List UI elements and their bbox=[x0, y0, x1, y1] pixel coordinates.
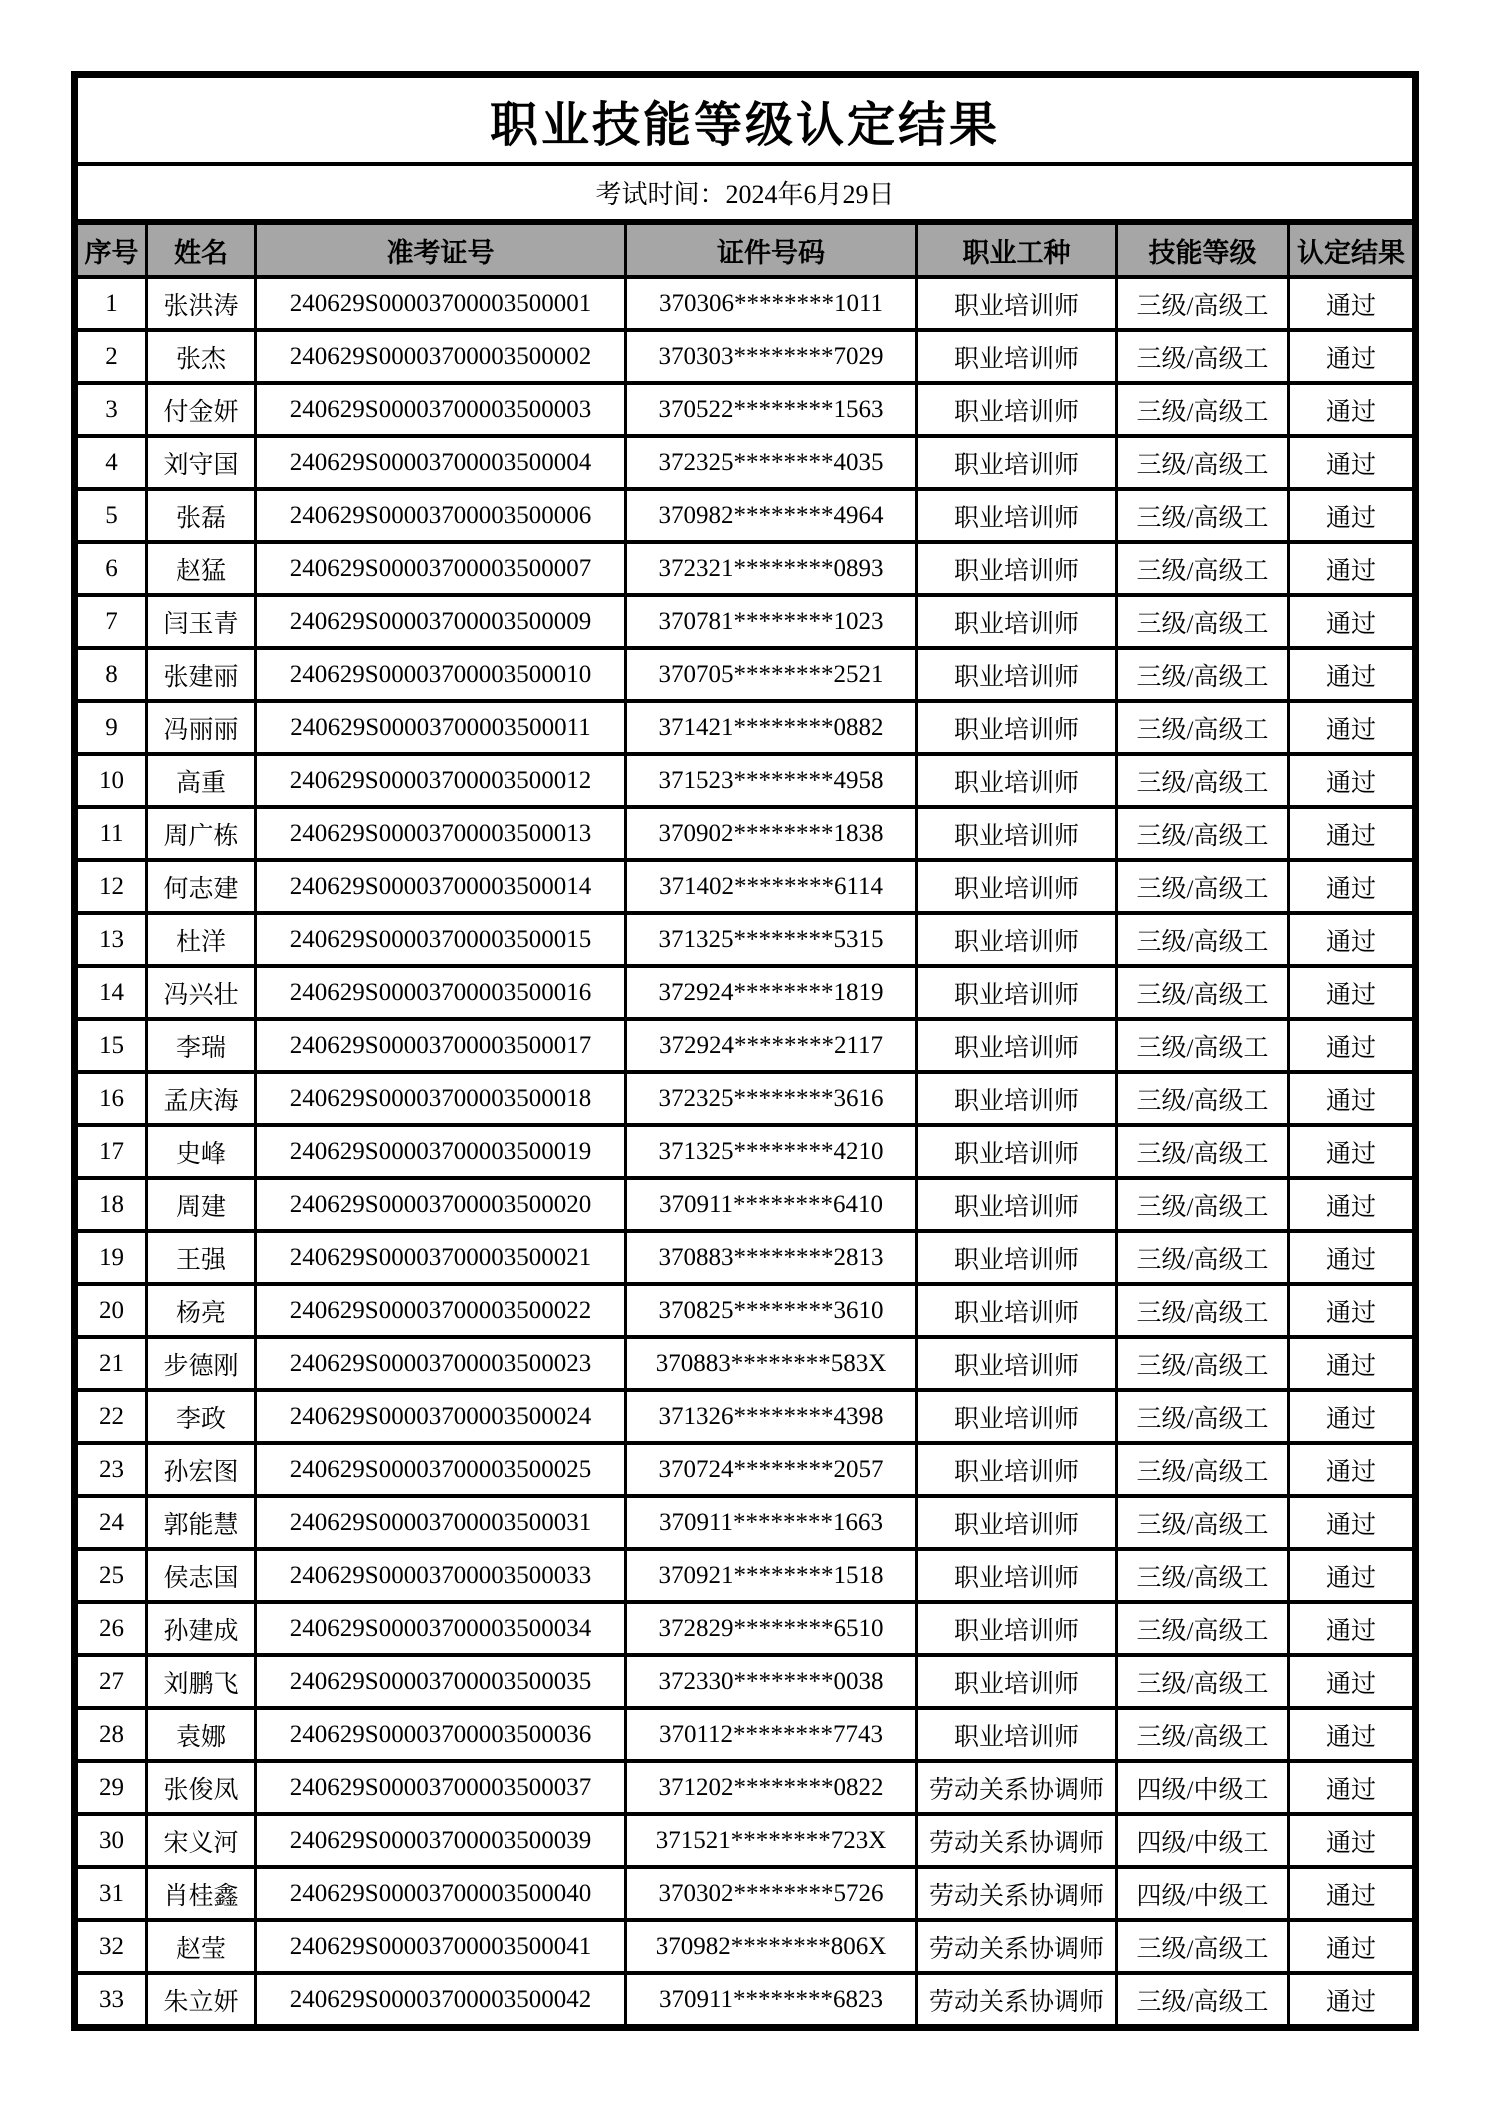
cell-name: 刘鹏飞 bbox=[147, 1655, 256, 1708]
cell-name: 杨亮 bbox=[147, 1284, 256, 1337]
cell-level: 三级/高级工 bbox=[1117, 966, 1289, 1019]
cell-ticket-no: 240629S00003700003500001 bbox=[256, 277, 626, 330]
cell-index: 31 bbox=[75, 1867, 147, 1920]
cell-occupation: 职业培训师 bbox=[917, 1284, 1117, 1337]
cell-occupation: 职业培训师 bbox=[917, 383, 1117, 436]
cell-occupation: 职业培训师 bbox=[917, 966, 1117, 1019]
cell-result: 通过 bbox=[1289, 807, 1416, 860]
cell-occupation: 劳动关系协调师 bbox=[917, 1814, 1117, 1867]
table-row bbox=[75, 1761, 1416, 1814]
cell-index: 10 bbox=[75, 754, 147, 807]
column-header-level: 技能等级 bbox=[1117, 222, 1289, 277]
cell-index: 30 bbox=[75, 1814, 147, 1867]
table-row bbox=[75, 277, 1416, 330]
cell-index: 28 bbox=[75, 1708, 147, 1761]
cell-level: 三级/高级工 bbox=[1117, 595, 1289, 648]
cell-index: 13 bbox=[75, 913, 147, 966]
cell-ticket-no: 240629S00003700003500018 bbox=[256, 1072, 626, 1125]
cell-level: 四级/中级工 bbox=[1117, 1814, 1289, 1867]
cell-level: 三级/高级工 bbox=[1117, 1602, 1289, 1655]
table-row bbox=[75, 1019, 1416, 1072]
cell-result: 通过 bbox=[1289, 1125, 1416, 1178]
cell-result: 通过 bbox=[1289, 1814, 1416, 1867]
cell-ticket-no: 240629S00003700003500004 bbox=[256, 436, 626, 489]
cell-ticket-no: 240629S00003700003500037 bbox=[256, 1761, 626, 1814]
cell-id-no: 370911********1663 bbox=[626, 1496, 917, 1549]
cell-index: 14 bbox=[75, 966, 147, 1019]
cell-result: 通过 bbox=[1289, 1920, 1416, 1973]
cell-occupation: 职业培训师 bbox=[917, 489, 1117, 542]
cell-index: 16 bbox=[75, 1072, 147, 1125]
cell-occupation: 职业培训师 bbox=[917, 1072, 1117, 1125]
cell-id-no: 371325********4210 bbox=[626, 1125, 917, 1178]
column-header-name: 姓名 bbox=[147, 222, 256, 277]
cell-name: 宋义河 bbox=[147, 1814, 256, 1867]
table-row bbox=[75, 648, 1416, 701]
cell-id-no: 370112********7743 bbox=[626, 1708, 917, 1761]
cell-name: 袁娜 bbox=[147, 1708, 256, 1761]
cell-id-no: 370781********1023 bbox=[626, 595, 917, 648]
cell-ticket-no: 240629S00003700003500019 bbox=[256, 1125, 626, 1178]
document-title: 职业技能等级认定结果 bbox=[75, 75, 1416, 165]
cell-result: 通过 bbox=[1289, 436, 1416, 489]
cell-name: 赵莹 bbox=[147, 1920, 256, 1973]
cell-occupation: 劳动关系协调师 bbox=[917, 1867, 1117, 1920]
table-row bbox=[75, 860, 1416, 913]
cell-id-no: 371421********0882 bbox=[626, 701, 917, 754]
cell-index: 25 bbox=[75, 1549, 147, 1602]
table-row bbox=[75, 1337, 1416, 1390]
cell-ticket-no: 240629S00003700003500036 bbox=[256, 1708, 626, 1761]
column-header-result: 认定结果 bbox=[1289, 222, 1416, 277]
cell-name: 张杰 bbox=[147, 330, 256, 383]
cell-index: 29 bbox=[75, 1761, 147, 1814]
cell-result: 通过 bbox=[1289, 1178, 1416, 1231]
subtitle-row bbox=[75, 164, 1416, 222]
cell-result: 通过 bbox=[1289, 1867, 1416, 1920]
cell-level: 三级/高级工 bbox=[1117, 1708, 1289, 1761]
cell-occupation: 职业培训师 bbox=[917, 277, 1117, 330]
cell-index: 15 bbox=[75, 1019, 147, 1072]
table-row bbox=[75, 754, 1416, 807]
cell-name: 侯志国 bbox=[147, 1549, 256, 1602]
cell-level: 三级/高级工 bbox=[1117, 436, 1289, 489]
cell-name: 孟庆海 bbox=[147, 1072, 256, 1125]
cell-id-no: 370825********3610 bbox=[626, 1284, 917, 1337]
cell-ticket-no: 240629S00003700003500021 bbox=[256, 1231, 626, 1284]
cell-occupation: 职业培训师 bbox=[917, 1125, 1117, 1178]
table-row bbox=[75, 1973, 1416, 2028]
cell-index: 23 bbox=[75, 1443, 147, 1496]
cell-index: 20 bbox=[75, 1284, 147, 1337]
table-row bbox=[75, 595, 1416, 648]
cell-level: 三级/高级工 bbox=[1117, 1178, 1289, 1231]
cell-id-no: 372924********2117 bbox=[626, 1019, 917, 1072]
cell-occupation: 职业培训师 bbox=[917, 1655, 1117, 1708]
table-row bbox=[75, 1443, 1416, 1496]
table-row bbox=[75, 1867, 1416, 1920]
cell-index: 12 bbox=[75, 860, 147, 913]
cell-level: 三级/高级工 bbox=[1117, 648, 1289, 701]
cell-id-no: 371326********4398 bbox=[626, 1390, 917, 1443]
cell-result: 通过 bbox=[1289, 595, 1416, 648]
cell-result: 通过 bbox=[1289, 542, 1416, 595]
cell-ticket-no: 240629S00003700003500007 bbox=[256, 542, 626, 595]
cell-ticket-no: 240629S00003700003500006 bbox=[256, 489, 626, 542]
cell-result: 通过 bbox=[1289, 1231, 1416, 1284]
cell-occupation: 职业培训师 bbox=[917, 1019, 1117, 1072]
cell-id-no: 371523********4958 bbox=[626, 754, 917, 807]
cell-name: 冯丽丽 bbox=[147, 701, 256, 754]
cell-occupation: 职业培训师 bbox=[917, 1549, 1117, 1602]
cell-id-no: 370883********2813 bbox=[626, 1231, 917, 1284]
cell-occupation: 职业培训师 bbox=[917, 330, 1117, 383]
cell-id-no: 370883********583X bbox=[626, 1337, 917, 1390]
cell-ticket-no: 240629S00003700003500041 bbox=[256, 1920, 626, 1973]
cell-level: 三级/高级工 bbox=[1117, 1072, 1289, 1125]
cell-result: 通过 bbox=[1289, 1708, 1416, 1761]
table-row bbox=[75, 1072, 1416, 1125]
cell-name: 周建 bbox=[147, 1178, 256, 1231]
cell-id-no: 372321********0893 bbox=[626, 542, 917, 595]
cell-occupation: 职业培训师 bbox=[917, 754, 1117, 807]
cell-name: 孙宏图 bbox=[147, 1443, 256, 1496]
cell-level: 三级/高级工 bbox=[1117, 1920, 1289, 1973]
cell-level: 三级/高级工 bbox=[1117, 277, 1289, 330]
table-body bbox=[75, 75, 1416, 2028]
table-row bbox=[75, 1814, 1416, 1867]
cell-id-no: 370982********4964 bbox=[626, 489, 917, 542]
cell-ticket-no: 240629S00003700003500034 bbox=[256, 1602, 626, 1655]
cell-name: 步德刚 bbox=[147, 1337, 256, 1390]
cell-result: 通过 bbox=[1289, 1549, 1416, 1602]
cell-occupation: 职业培训师 bbox=[917, 701, 1117, 754]
cell-level: 三级/高级工 bbox=[1117, 1443, 1289, 1496]
table-row bbox=[75, 1549, 1416, 1602]
cell-ticket-no: 240629S00003700003500011 bbox=[256, 701, 626, 754]
cell-ticket-no: 240629S00003700003500013 bbox=[256, 807, 626, 860]
table-row bbox=[75, 489, 1416, 542]
table-row bbox=[75, 1655, 1416, 1708]
cell-ticket-no: 240629S00003700003500023 bbox=[256, 1337, 626, 1390]
cell-ticket-no: 240629S00003700003500015 bbox=[256, 913, 626, 966]
cell-index: 21 bbox=[75, 1337, 147, 1390]
cell-id-no: 370911********6410 bbox=[626, 1178, 917, 1231]
cell-level: 三级/高级工 bbox=[1117, 1337, 1289, 1390]
cell-occupation: 职业培训师 bbox=[917, 1496, 1117, 1549]
cell-id-no: 372325********3616 bbox=[626, 1072, 917, 1125]
cell-id-no: 372330********0038 bbox=[626, 1655, 917, 1708]
cell-index: 19 bbox=[75, 1231, 147, 1284]
cell-name: 王强 bbox=[147, 1231, 256, 1284]
cell-ticket-no: 240629S00003700003500039 bbox=[256, 1814, 626, 1867]
cell-name: 何志建 bbox=[147, 860, 256, 913]
cell-result: 通过 bbox=[1289, 330, 1416, 383]
column-header-ticket-no: 准考证号 bbox=[256, 222, 626, 277]
cell-result: 通过 bbox=[1289, 1072, 1416, 1125]
cell-occupation: 职业培训师 bbox=[917, 807, 1117, 860]
cell-index: 18 bbox=[75, 1178, 147, 1231]
cell-occupation: 职业培训师 bbox=[917, 436, 1117, 489]
column-header-index: 序号 bbox=[75, 222, 147, 277]
cell-id-no: 370921********1518 bbox=[626, 1549, 917, 1602]
cell-index: 26 bbox=[75, 1602, 147, 1655]
cell-result: 通过 bbox=[1289, 1390, 1416, 1443]
table-row bbox=[75, 1231, 1416, 1284]
cell-occupation: 职业培训师 bbox=[917, 1231, 1117, 1284]
cell-level: 三级/高级工 bbox=[1117, 860, 1289, 913]
cell-id-no: 370705********2521 bbox=[626, 648, 917, 701]
cell-level: 三级/高级工 bbox=[1117, 1973, 1289, 2028]
cell-index: 22 bbox=[75, 1390, 147, 1443]
cell-level: 四级/中级工 bbox=[1117, 1867, 1289, 1920]
cell-result: 通过 bbox=[1289, 383, 1416, 436]
cell-index: 6 bbox=[75, 542, 147, 595]
cell-level: 三级/高级工 bbox=[1117, 913, 1289, 966]
cell-index: 33 bbox=[75, 1973, 147, 2028]
cell-name: 史峰 bbox=[147, 1125, 256, 1178]
cell-occupation: 职业培训师 bbox=[917, 1337, 1117, 1390]
cell-index: 2 bbox=[75, 330, 147, 383]
title-row bbox=[75, 75, 1416, 165]
cell-ticket-no: 240629S00003700003500012 bbox=[256, 754, 626, 807]
cell-name: 高重 bbox=[147, 754, 256, 807]
cell-id-no: 370911********6823 bbox=[626, 1973, 917, 2028]
cell-occupation: 职业培训师 bbox=[917, 648, 1117, 701]
table-row bbox=[75, 436, 1416, 489]
cell-level: 三级/高级工 bbox=[1117, 807, 1289, 860]
cell-id-no: 370303********7029 bbox=[626, 330, 917, 383]
cell-level: 三级/高级工 bbox=[1117, 330, 1289, 383]
cell-result: 通过 bbox=[1289, 1655, 1416, 1708]
cell-level: 三级/高级工 bbox=[1117, 1019, 1289, 1072]
cell-occupation: 职业培训师 bbox=[917, 542, 1117, 595]
cell-ticket-no: 240629S00003700003500033 bbox=[256, 1549, 626, 1602]
cell-result: 通过 bbox=[1289, 1973, 1416, 2028]
cell-ticket-no: 240629S00003700003500014 bbox=[256, 860, 626, 913]
cell-index: 27 bbox=[75, 1655, 147, 1708]
cell-level: 三级/高级工 bbox=[1117, 383, 1289, 436]
cell-ticket-no: 240629S00003700003500003 bbox=[256, 383, 626, 436]
cell-name: 刘守国 bbox=[147, 436, 256, 489]
cell-level: 三级/高级工 bbox=[1117, 1231, 1289, 1284]
column-header-occupation: 职业工种 bbox=[917, 222, 1117, 277]
table-row bbox=[75, 1178, 1416, 1231]
cell-ticket-no: 240629S00003700003500009 bbox=[256, 595, 626, 648]
cell-ticket-no: 240629S00003700003500020 bbox=[256, 1178, 626, 1231]
cell-result: 通过 bbox=[1289, 648, 1416, 701]
cell-ticket-no: 240629S00003700003500022 bbox=[256, 1284, 626, 1337]
cell-id-no: 371521********723X bbox=[626, 1814, 917, 1867]
cell-ticket-no: 240629S00003700003500002 bbox=[256, 330, 626, 383]
cell-index: 8 bbox=[75, 648, 147, 701]
cell-index: 3 bbox=[75, 383, 147, 436]
cell-result: 通过 bbox=[1289, 1443, 1416, 1496]
cell-id-no: 370724********2057 bbox=[626, 1443, 917, 1496]
cell-level: 三级/高级工 bbox=[1117, 1549, 1289, 1602]
cell-occupation: 职业培训师 bbox=[917, 1390, 1117, 1443]
cell-id-no: 370902********1838 bbox=[626, 807, 917, 860]
cell-id-no: 370982********806X bbox=[626, 1920, 917, 1973]
cell-index: 1 bbox=[75, 277, 147, 330]
cell-id-no: 370522********1563 bbox=[626, 383, 917, 436]
cell-ticket-no: 240629S00003700003500024 bbox=[256, 1390, 626, 1443]
cell-name: 杜洋 bbox=[147, 913, 256, 966]
cell-result: 通过 bbox=[1289, 1284, 1416, 1337]
cell-level: 三级/高级工 bbox=[1117, 1655, 1289, 1708]
cell-occupation: 职业培训师 bbox=[917, 1178, 1117, 1231]
cell-ticket-no: 240629S00003700003500031 bbox=[256, 1496, 626, 1549]
table-row bbox=[75, 383, 1416, 436]
table-header-row bbox=[75, 222, 1416, 277]
table-row bbox=[75, 1708, 1416, 1761]
cell-level: 三级/高级工 bbox=[1117, 1125, 1289, 1178]
cell-result: 通过 bbox=[1289, 489, 1416, 542]
cell-result: 通过 bbox=[1289, 277, 1416, 330]
cell-result: 通过 bbox=[1289, 1602, 1416, 1655]
cell-level: 三级/高级工 bbox=[1117, 542, 1289, 595]
cell-index: 24 bbox=[75, 1496, 147, 1549]
cell-name: 张磊 bbox=[147, 489, 256, 542]
cell-level: 三级/高级工 bbox=[1117, 754, 1289, 807]
cell-name: 赵猛 bbox=[147, 542, 256, 595]
table-row bbox=[75, 542, 1416, 595]
cell-name: 周广栋 bbox=[147, 807, 256, 860]
cell-name: 李瑞 bbox=[147, 1019, 256, 1072]
cell-id-no: 371325********5315 bbox=[626, 913, 917, 966]
cell-result: 通过 bbox=[1289, 966, 1416, 1019]
cell-ticket-no: 240629S00003700003500035 bbox=[256, 1655, 626, 1708]
cell-index: 5 bbox=[75, 489, 147, 542]
cell-id-no: 370306********1011 bbox=[626, 277, 917, 330]
table-row bbox=[75, 913, 1416, 966]
cell-name: 冯兴壮 bbox=[147, 966, 256, 1019]
cell-name: 孙建成 bbox=[147, 1602, 256, 1655]
cell-name: 付金妍 bbox=[147, 383, 256, 436]
table-row bbox=[75, 1390, 1416, 1443]
cell-name: 张洪涛 bbox=[147, 277, 256, 330]
cell-name: 郭能慧 bbox=[147, 1496, 256, 1549]
cell-id-no: 370302********5726 bbox=[626, 1867, 917, 1920]
cell-ticket-no: 240629S00003700003500042 bbox=[256, 1973, 626, 2028]
cell-occupation: 职业培训师 bbox=[917, 1443, 1117, 1496]
cell-result: 通过 bbox=[1289, 1019, 1416, 1072]
cell-name: 张俊凤 bbox=[147, 1761, 256, 1814]
cell-ticket-no: 240629S00003700003500040 bbox=[256, 1867, 626, 1920]
cell-index: 4 bbox=[75, 436, 147, 489]
cell-name: 张建丽 bbox=[147, 648, 256, 701]
exam-date-line: 考试时间：2024年6月29日 bbox=[75, 164, 1416, 222]
cell-occupation: 职业培训师 bbox=[917, 1708, 1117, 1761]
table-row bbox=[75, 1602, 1416, 1655]
table-row bbox=[75, 966, 1416, 1019]
cell-index: 17 bbox=[75, 1125, 147, 1178]
cell-occupation: 职业培训师 bbox=[917, 595, 1117, 648]
cell-id-no: 372829********6510 bbox=[626, 1602, 917, 1655]
cell-level: 三级/高级工 bbox=[1117, 1496, 1289, 1549]
cell-ticket-no: 240629S00003700003500016 bbox=[256, 966, 626, 1019]
cell-occupation: 劳动关系协调师 bbox=[917, 1973, 1117, 2028]
cell-id-no: 371402********6114 bbox=[626, 860, 917, 913]
cell-level: 四级/中级工 bbox=[1117, 1761, 1289, 1814]
certification-results-table bbox=[71, 71, 1419, 2031]
cell-result: 通过 bbox=[1289, 1761, 1416, 1814]
cell-level: 三级/高级工 bbox=[1117, 489, 1289, 542]
cell-occupation: 职业培训师 bbox=[917, 860, 1117, 913]
cell-result: 通过 bbox=[1289, 913, 1416, 966]
cell-name: 朱立妍 bbox=[147, 1973, 256, 2028]
table-row bbox=[75, 1920, 1416, 1973]
cell-level: 三级/高级工 bbox=[1117, 701, 1289, 754]
table-row bbox=[75, 330, 1416, 383]
cell-name: 闫玉青 bbox=[147, 595, 256, 648]
table-row bbox=[75, 807, 1416, 860]
cell-index: 11 bbox=[75, 807, 147, 860]
cell-occupation: 职业培训师 bbox=[917, 913, 1117, 966]
table-row bbox=[75, 1496, 1416, 1549]
column-header-id-no: 证件号码 bbox=[626, 222, 917, 277]
cell-id-no: 372325********4035 bbox=[626, 436, 917, 489]
cell-index: 32 bbox=[75, 1920, 147, 1973]
cell-name: 肖桂鑫 bbox=[147, 1867, 256, 1920]
cell-name: 李政 bbox=[147, 1390, 256, 1443]
table-row bbox=[75, 701, 1416, 754]
cell-index: 7 bbox=[75, 595, 147, 648]
cell-result: 通过 bbox=[1289, 1496, 1416, 1549]
cell-result: 通过 bbox=[1289, 1337, 1416, 1390]
cell-level: 三级/高级工 bbox=[1117, 1284, 1289, 1337]
table-row bbox=[75, 1125, 1416, 1178]
cell-index: 9 bbox=[75, 701, 147, 754]
cell-id-no: 372924********1819 bbox=[626, 966, 917, 1019]
table-row bbox=[75, 1284, 1416, 1337]
cell-ticket-no: 240629S00003700003500017 bbox=[256, 1019, 626, 1072]
cell-result: 通过 bbox=[1289, 754, 1416, 807]
cell-id-no: 371202********0822 bbox=[626, 1761, 917, 1814]
cell-result: 通过 bbox=[1289, 701, 1416, 754]
cell-ticket-no: 240629S00003700003500010 bbox=[256, 648, 626, 701]
cell-occupation: 劳动关系协调师 bbox=[917, 1920, 1117, 1973]
cell-ticket-no: 240629S00003700003500025 bbox=[256, 1443, 626, 1496]
cell-level: 三级/高级工 bbox=[1117, 1390, 1289, 1443]
cell-result: 通过 bbox=[1289, 860, 1416, 913]
cell-occupation: 职业培训师 bbox=[917, 1602, 1117, 1655]
cell-occupation: 劳动关系协调师 bbox=[917, 1761, 1117, 1814]
